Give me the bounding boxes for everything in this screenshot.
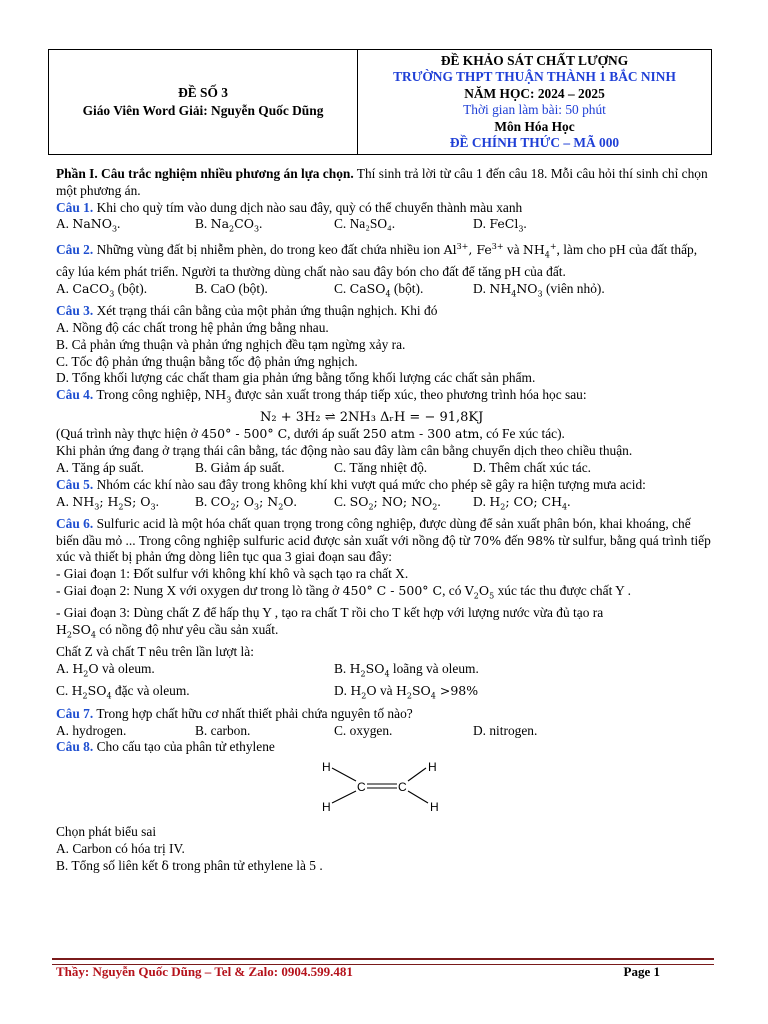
q7-option-a[interactable]: A. hydrogen.: [56, 722, 127, 738]
q7-option-b[interactable]: B. carbon.: [195, 722, 251, 738]
atom-c2: C: [398, 780, 407, 795]
q3-option-d[interactable]: D. Tổng khối lượng các chất tham gia phản ứng bằng tổng khối lượng các chất sản phẩm.: [56, 370, 536, 386]
teacher-name: Giáo Viên Word Giải: Nguyễn Quốc Dũng: [82, 103, 324, 118]
q6-option-a[interactable]: A. $H_2O$ và oleum.: [56, 661, 155, 679]
q1-options: [56, 216, 712, 238]
q4-option-c[interactable]: C. Tăng nhiệt độ.: [334, 459, 428, 475]
q2-option-d[interactable]: D. $NH_4NO_3$ (viên nhỏ).: [473, 280, 605, 299]
q6-option-c[interactable]: C. $H_2SO_4$ đặc và oleum.: [56, 683, 190, 701]
exam-type: ĐỀ KHẢO SÁT CHẤT LƯỢNG: [440, 52, 629, 68]
subject: Môn Hóa Học: [494, 118, 575, 134]
equation: N₂ + 3H₂ ⇌ 2NH₃ ΔᵣH = − 91,8KJ: [260, 409, 484, 425]
q1-option-c[interactable]: C. Na₂SO₄.: [334, 216, 396, 232]
q6-stage-2: - Giai đoạn 2: Nung X với oxygen dư trong lò tầng ở 450° C - 500° C, có $V_2O_5$ xúc tác thu được chất Y .: [56, 582, 632, 601]
q1-option-a[interactable]: A. NaNO$_3$.: [56, 216, 121, 234]
q7-option-c[interactable]: C. oxygen.: [334, 722, 393, 738]
atom-h1: H: [322, 760, 331, 775]
header-left-cell: [49, 50, 358, 154]
q6-option-b[interactable]: B. $H_2SO_4$ loãng và oleum.: [334, 661, 479, 679]
atom-h2: H: [428, 760, 437, 775]
q5-option-a[interactable]: A. $NH_3$; $H_2S$; $O_3$.: [56, 493, 159, 511]
q5-option-c[interactable]: C. $SO_2$; NO; $NO_2$.: [334, 493, 441, 511]
page-number: Page 1: [623, 964, 660, 979]
q6-stage-1: - Giai đoạn 1: Đốt sulfur với không khí khô và sạch tạo ra chất X.: [56, 566, 409, 582]
school-name: TRƯỜNG THPT THUẬN THÀNH 1 BẮC NINH: [393, 69, 676, 84]
question-1: Câu 1. Khi cho quỳ tím vào dung dịch nào sau đây, quỳ có thể chuyển thành màu xanh: [56, 199, 523, 215]
q8-ask: Chọn phát biểu sai: [56, 823, 157, 839]
exam-body: [56, 166, 712, 874]
ethylene-diagram: [318, 759, 458, 815]
q5-options: [56, 494, 712, 516]
q4-question: Khi phản ứng đang ở trạng thái cân bằng, tác động nào sau đây làm cân bằng chuyển dịch theo chiều thuận.: [56, 443, 633, 459]
q7-option-d[interactable]: D. nitrogen.: [473, 722, 538, 738]
q3-option-c[interactable]: C. Tốc độ phản ứng thuận bằng tốc độ phản ứng nghịch.: [56, 353, 358, 369]
question-5: Câu 5. Nhóm các khí nào sau đây trong không khí khi vượt quá mức cho phép sẽ gây ra hiện tượng mưa acid:: [56, 476, 646, 492]
exam-code: ĐỀ CHÍNH THỨC – MÃ 000: [449, 135, 620, 150]
part1-intro: Phần I. Câu trắc nghiệm nhiều phương án lựa chọn. Thí sinh trả lời từ câu 1 đến câu 18. Mỗi câu hỏi thí sinh chỉ chọn một phương án.: [56, 166, 708, 198]
bond-h3-c1: [332, 791, 356, 803]
q4-option-a[interactable]: A. Tăng áp suất.: [56, 459, 144, 475]
question-8: Câu 8. Cho cấu tạo của phân tử ethylene: [56, 739, 275, 755]
q6-option-d[interactable]: D. $H_2O$ và $H_2SO_4 >98\%$: [334, 683, 479, 701]
q2-option-b[interactable]: B. CaO (bột).: [195, 280, 268, 296]
atom-h3: H: [322, 800, 331, 815]
ethylene-structure: [318, 759, 712, 820]
q6-stage-3-cont: $H_2SO_4$ có nồng độ như yêu cầu sản xuất.: [56, 622, 279, 640]
q1-option-b[interactable]: B. $Na_2CO_3$.: [195, 216, 263, 234]
bond-h4-c2: [408, 791, 428, 803]
q6-options-row2: [56, 683, 712, 705]
time-limit: Thời gian làm bài: 50 phút: [463, 102, 606, 117]
q8-option-b[interactable]: B. Tổng số liên kết δ trong phân tử ethylene là 5 .: [56, 857, 323, 873]
question-4: Câu 4. Trong công nghiệp, $NH_3$ được sản xuất trong tháp tiếp xúc, theo phương trình hóa học sau:: [56, 387, 587, 405]
school-year: NĂM HỌC: 2024 – 2025: [464, 85, 605, 101]
q4-conditions: (Quá trình này thực hiện ở 450° - 500° C, dưới áp suất 250 atm - 300 atm, có Fe xúc tác).: [56, 426, 565, 442]
q4-options: [56, 460, 712, 477]
atom-c1: C: [357, 780, 366, 795]
q8-option-a[interactable]: A. Carbon có hóa trị IV.: [56, 840, 185, 856]
q3-option-b[interactable]: B. Cả phản ứng thuận và phản ứng nghịch đều tạm ngừng xảy ra.: [56, 336, 406, 352]
atom-h4: H: [430, 800, 439, 815]
question-3: Câu 3. Xét trạng thái cân bằng của một phản ứng thuận nghịch. Khi đó: [56, 303, 438, 319]
q2-options: [56, 281, 712, 303]
q6-ask: Chất Z và chất T nêu trên lần lượt là:: [56, 644, 254, 660]
q6-options-row1: [56, 661, 712, 683]
q6-stage-3: - Giai đoạn 3: Dùng chất Z để hấp thụ Y , tạo ra chất T rồi cho T kết hợp với lượng nước vừa đủ tạo ra: [56, 605, 604, 621]
question-6: Câu 6. Sulfuric acid là một hóa chất quan trọng trong công nghiệp, được dùng để sản xuất phân bón, khai khoáng, chế biến dầu mỏ ... Trong công nghiệp sulfuric acid được sản xuất với nồng độ từ 70% đến 98% từ sulfur, bằng quá trình tiếp xúc và thiết bị phản ứng dòng liên tục qua 3 giai đoạn sau đây:: [56, 515, 711, 565]
q2-option-a[interactable]: A. CaCO$_3$ (bột).: [56, 280, 148, 299]
q3-option-a[interactable]: A. Nồng độ các chất trong hệ phản ứng bằng nhau.: [56, 320, 329, 336]
exam-number: ĐỀ SỐ 3: [178, 85, 228, 100]
q5-option-d[interactable]: D. $H_2$; CO; $CH_4$.: [473, 493, 571, 511]
bond-h2-c2: [408, 768, 426, 781]
bond-h1-c1: [332, 768, 356, 781]
q4-option-b[interactable]: B. Giảm áp suất.: [195, 459, 285, 475]
header-right-cell: [358, 50, 711, 154]
q7-options: [56, 723, 712, 740]
q1-option-d[interactable]: D. FeCl$_3$.: [473, 216, 527, 234]
footer-contact: Thầy: Nguyễn Quốc Dũng – Tel & Zalo: 0904.599.481: [56, 964, 353, 979]
question-7: Câu 7. Trong hợp chất hữu cơ nhất thiết phải chứa nguyên tố nào?: [56, 705, 413, 721]
exam-header-table: [48, 49, 712, 155]
q4-option-d[interactable]: D. Thêm chất xúc tác.: [473, 459, 591, 475]
page-footer: [56, 964, 660, 980]
question-2: Câu 2. Những vùng đất bị nhiễm phèn, do trong keo đất chứa nhiều ion $Al^{3+}$, $Fe^{3+}$ và $NH_4^+$, làm cho pH của đất thấp, cây lúa kém phát triển. Người ta thường dùng chất nào sau đây bón cho đất để tăng pH của đất.: [56, 241, 698, 280]
q5-option-b[interactable]: B. $CO_2$; $O_3$; $N_2O$.: [195, 493, 297, 511]
q2-option-c[interactable]: C. CaSO$_4$ (bột).: [334, 280, 424, 299]
